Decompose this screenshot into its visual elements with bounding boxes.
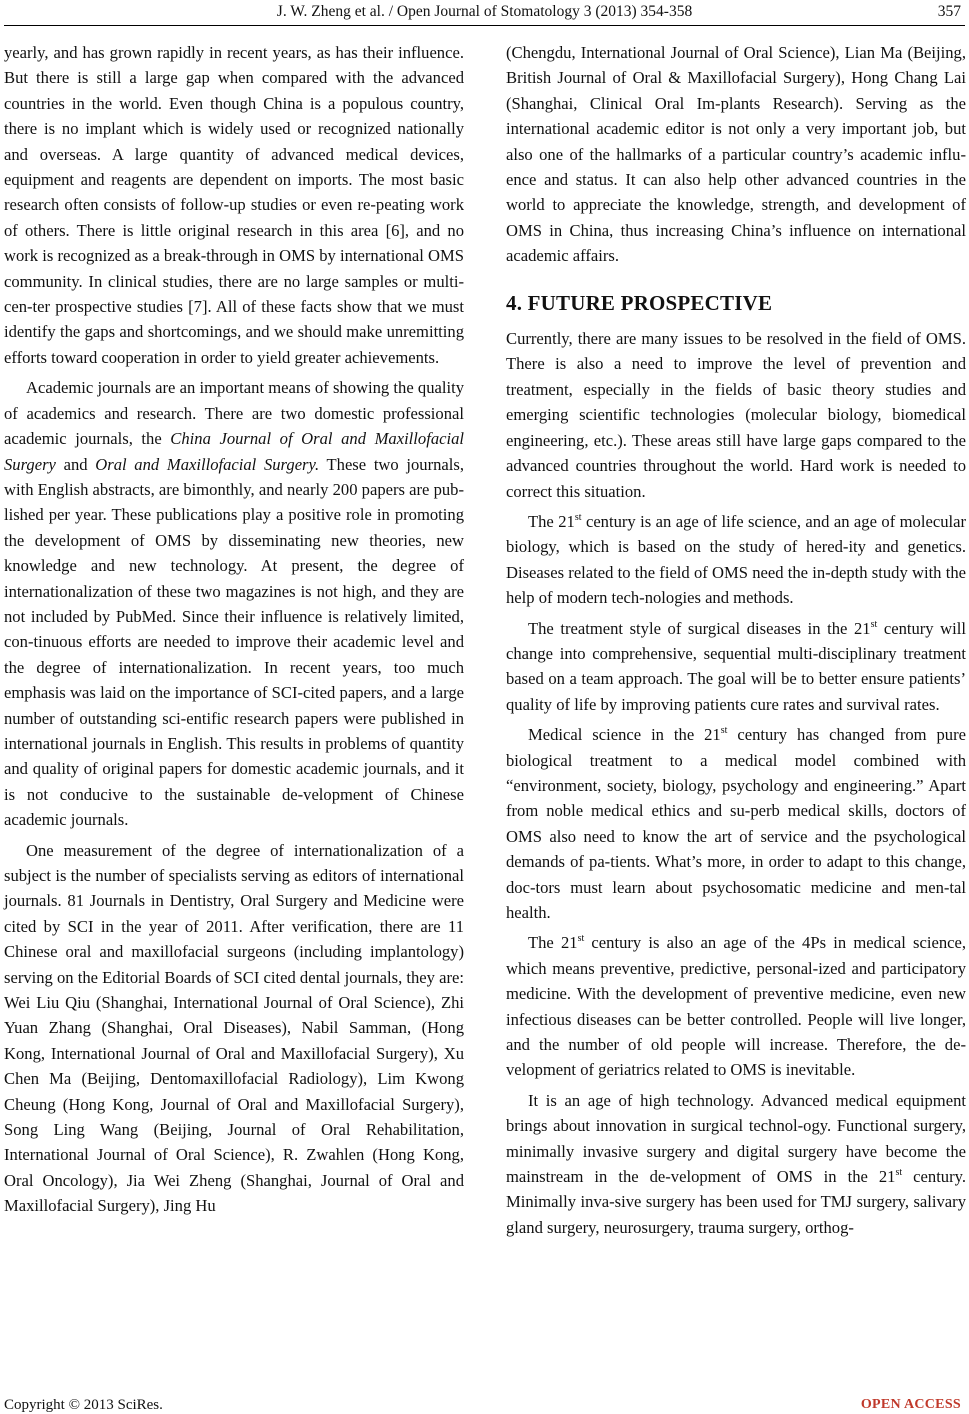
paragraph-text: century is an age of life science, and an age of molecular biology, which is based on the study of hered-ity and genetics. Diseases related to the field of OMS need the in-depth study with the help of modern tech-nologies and methods. <box>506 511 966 608</box>
paragraph <box>506 616 966 718</box>
paragraph: (Chengdu, International Journal of Oral Science), Lian Ma (Beijing, British Journal of Oral & Maxillofacial Surgery), Hong Chang Lai (Shanghai, Clinical Oral Im-plants Research). Serving as the international academic editor is not only a very important job, but also one of the hallmarks of a particular country’s academic influ-ence and status. It can also help other advanced countries in the world to appreciate the knowledge, strength, and development of OMS in China, thus increasing China’s influence on international academic affairs. <box>506 43 966 266</box>
paragraph-text: century has changed from pure biological treatment to a medical model combined with “environment, society, biology, psychology and engineering.” Apart from noble medical ethics and su-perb medical skills, doctors of OMS also need to know the art of service and the psychological demands of pa-tients. What’s more, in order to adapt to this change, doc-tors must learn about psychosomatic medicine and men-tal health. <box>506 725 966 922</box>
paragraph <box>506 1088 966 1240</box>
paragraph-text: century will change into comprehensive, sequential multi-disciplinary treatment based on a team approach. The goal will be to better ensure patients’ quality of life by improving patients cure rates and survival rates. <box>506 618 966 714</box>
left-column <box>4 40 464 1219</box>
paragraph-text: and <box>55 454 96 474</box>
paragraph-text: century is also an age of the 4Ps in medical science, which means preventive, predictive, personal-ized and participatory medicine. With the development of preventive medicine, even new infectious diseases can be better controlled. People will live longer, and the number of old people will increase. Therefore, the de-velopment of geriatrics related to OMS is inevitable. <box>506 933 966 1080</box>
paragraph-text: It is an age of high technology. Advanced medical equipment brings about innovation in surgical technol-ogy. Functional surgery, minimally invasive surgery and digital surgery have become the mainstream in the de-velopment of OMS in the 21 <box>506 1090 966 1187</box>
journal-title: China Journal of Oral and Maxillofacial Surgery <box>4 429 464 474</box>
section-heading: 4. FUTURE PROSPECTIVE <box>506 290 773 315</box>
paragraph <box>506 509 966 611</box>
paragraph: One measurement of the degree of internationalization of a subject is the number of specialists serving as editors of international journals. 81 Journals in Dentistry, Oral Surgery and Medicine were cited by SCI in the year of 2011. After verification, there are 11 Chinese oral and maxillofacial surgeons (including implantology) serving on the Editorial Boards of SCI cited dental journals, they are: Wei Liu Qiu (Shanghai, International Journal of Oral Science), Zhi Yuan Zhang (Shanghai, Oral Diseases), Nabil Samman, (Hong Kong, International Journal of Oral and Maxillofacial Surgery), Xu Chen Ma (Beijing, Dentomaxillofacial Radiology), Lim Kwong Cheung (Hong Kong, Journal of Oral and Maxillofacial Surgery), Song Ling Wang (Beijing, Journal of Oral Rehabilitation, International Journal of Oral Science), R. Zwahlen (Hong Kong, Oral Oncology), Jia Wei Zheng (Shanghai, Journal of Oral and Maxillofacial Surgery), Jing Hu <box>4 840 464 1216</box>
superscript: st <box>574 511 582 523</box>
paragraph-text: century. Minimally inva-sive surgery has been used for TMJ surgery, salivary gland surgery, neurosurgery, trauma surgery, orthog- <box>506 1167 966 1237</box>
paragraph: Currently, there are many issues to be resolved in the field of OMS. There is also a need to improve the level of prevention and treatment, especially in the fields of basic theory studies and emerging scientific technologies (molecular biology, biomedical engineering, etc.). These areas still have large gaps compared to the advanced countries throughout the world. Hard work is needed to correct this situation. <box>506 329 966 501</box>
superscript: st <box>895 1167 903 1179</box>
page-footer <box>0 1381 969 1414</box>
page-number: 357 <box>937 3 961 20</box>
running-head: J. W. Zheng et al. / Open Journal of Stomatology 3 (2013) 354-358 <box>276 3 693 20</box>
paragraph-text: Academic journals are an important means of showing the quality of academics and research. There are two domestic professional academic journals, the <box>4 378 464 449</box>
superscript: st <box>577 933 585 945</box>
open-access-label: OPEN ACCESS <box>860 1397 961 1412</box>
paragraph-text: The 21 <box>528 511 575 531</box>
paragraph <box>506 722 966 925</box>
header-rule <box>4 25 965 26</box>
copyright-notice: Copyright © 2013 SciRes. <box>4 1397 163 1413</box>
journal-title: Oral and Maxillofacial Surgery. <box>95 454 320 474</box>
paragraph-text: Medical science in the 21 <box>528 725 721 745</box>
superscript: st <box>720 725 728 737</box>
page-header <box>0 0 969 26</box>
right-column <box>506 40 966 1240</box>
paragraph: yearly, and has grown rapidly in recent years, as has their influence. But there is still a large gap when compared with the advanced countries in the world. Even though China is a populous country, there is no implant which is widely used or recognized nationally and overseas. A large quantity of advanced medical devices, equipment and reagents are dependent on imports. The most basic research often consists of follow-up studies or even re-peating work of others. There is little original research in this area [6], and no work is recognized as a break-through in OMS by international OMS community. In clinical studies, there are no large samples or multi-cen-ter prospective studies [7]. All of these facts show that we must identify the gaps and shortcomings, and we should make unremitting efforts toward cooperation in order to yield greater achievements. <box>4 43 464 367</box>
paragraph-text: The 21 <box>528 933 578 953</box>
superscript: st <box>870 618 878 630</box>
paragraph-text: The treatment style of surgical diseases in the 21 <box>528 618 871 638</box>
paragraph <box>4 375 464 832</box>
paragraph-text: These two journals, with English abstracts, are bimonthly, and nearly 200 papers are pub-lished per year. These publications play a positive role in promoting the development of OMS by disseminating new theories, new knowledge and new technology. At present, the degree of internationalization of these two magazines is not high, and they are not included by PubMed. Since their influence is relatively limited, con-tinuous efforts are needed to improve their academic level and the degree of internationalization. In recent years, too much emphasis was laid on the importance of SCI-cited papers, and a large number of outstanding sci-entific research papers were published in international journals in English. This results in problems of quantity and quality of original papers for domestic academic journals, and it is not conducive to the sustainable de-velopment of Chinese academic journals. <box>4 454 465 830</box>
paragraph <box>506 930 966 1082</box>
